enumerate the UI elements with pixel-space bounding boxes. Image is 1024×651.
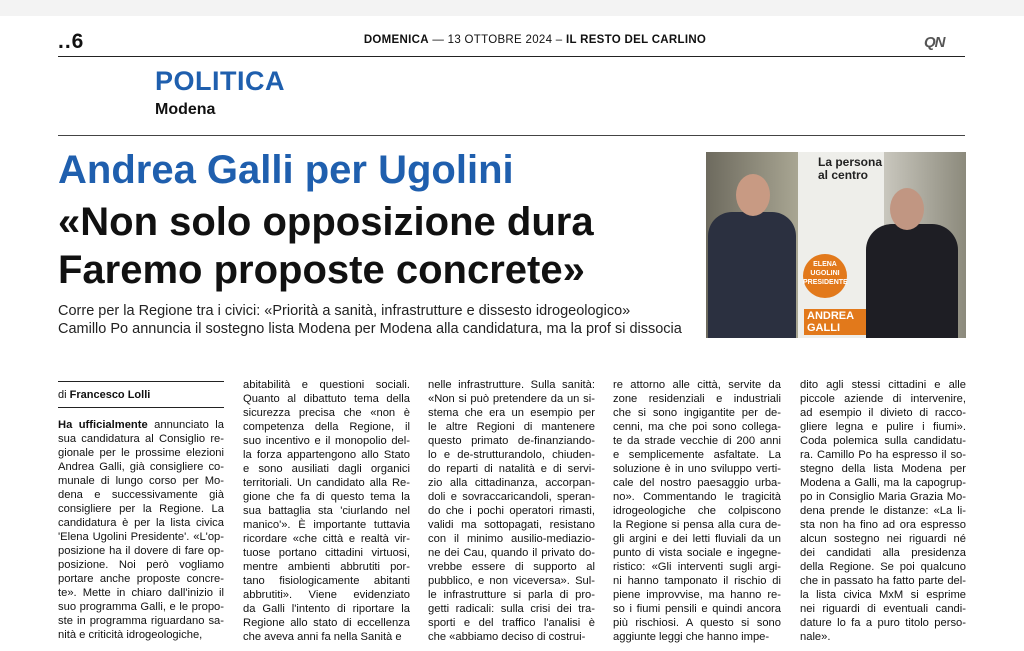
column-line: sta non ha fino ad ora espresso: [800, 519, 966, 531]
column-line: ste in programma riguardano sa-: [58, 615, 224, 627]
column-line: posizione. Noi però vogliamo: [58, 559, 224, 571]
column-line: mentre ambienti abbrutiti por-: [243, 561, 410, 573]
column-line: sua candidatura al Consiglio re-: [58, 433, 224, 445]
column-line: gione che fa di questo tema la: [243, 491, 410, 503]
column-line: sicurezza precisa che «non è: [243, 407, 410, 419]
deck-line: Corre per la Regione tra i civici: «Priorità a sanità, infrastrutture e dissesto idrogeologico»: [58, 303, 631, 319]
column-line: punto di vista sociale e ingegne-: [613, 547, 781, 559]
column-line: gliere legna e pulire i fiumi».: [800, 421, 966, 433]
poster-badge: [803, 254, 847, 298]
headline-line: Faremo proposte concrete»: [58, 248, 585, 292]
column-line: che in passato ha fatto parte del-: [800, 575, 966, 587]
page-number: ..6: [58, 30, 85, 53]
column-line: le altre Regioni di mantenere: [428, 421, 595, 433]
column-line: ni hanno tamponato il rischio di: [613, 575, 781, 587]
column-line: consigliere per la Regione. La: [58, 503, 224, 515]
column-line: sua battaglia sta 'ciurlando nel: [243, 505, 410, 517]
column-line: piene improvvise, ma hanno re-: [613, 589, 781, 601]
column-line: abbrutiti». Viene evidenziato: [243, 589, 410, 601]
column-line: da Galli l'intento di riportare la: [243, 603, 410, 615]
column-line: suo programma Galli, e le propo-: [58, 601, 224, 613]
column-line: soluzione è in uno sviluppo verti-: [613, 463, 781, 475]
column-line: posizione ha il dovere di fare op-: [58, 545, 224, 557]
column-line: lo e de-strutturandolo, chiuden-: [428, 449, 595, 461]
column-line: te». Mette in chiaro dall'inizio il: [58, 587, 224, 599]
column-line: la Regione si pensa alla cura de-: [613, 519, 781, 531]
newspaper-name: IL RESTO DEL CARLINO: [566, 34, 707, 46]
column-line: dena e successivamente già: [58, 489, 224, 501]
column-line: zone residenziali e industriali: [613, 393, 781, 405]
poster-slogan-line: La persona: [818, 155, 883, 169]
column-line: no». Commentando le tragicità: [613, 491, 781, 503]
date-label: 13 OTTOBRE 2024: [447, 34, 553, 46]
section-title: POLITICA: [155, 66, 285, 96]
column-line: nale».: [800, 631, 831, 643]
article-photo: [706, 152, 966, 338]
column-line: sporti e del traffico l'analisi è: [428, 617, 595, 629]
column-line: questo primato de-finanziando-: [428, 435, 595, 447]
column-line: nità e criticità idrogeologiche,: [58, 629, 203, 641]
badge-line: PRESIDENTE: [803, 279, 848, 286]
column-line: dature lo fa a puro titolo perso-: [800, 617, 966, 629]
column-line: cale del nostro paesaggio urba-: [613, 477, 781, 489]
column-line: [58, 418, 224, 432]
header-rule: [58, 56, 965, 57]
column-line: tano fisiologicamente abitanti: [243, 575, 410, 587]
column-line: ne dei Cau, quando il privato do-: [428, 547, 595, 559]
column-line: so i fiumi pensili e quindi ancora: [613, 603, 781, 615]
column-line: po in Consiglio Maria Grazia Mo-: [800, 491, 966, 503]
column-line: do che i pochi operatori rimasti,: [428, 505, 595, 517]
column-line: Quanto al dibattuto tema della: [243, 393, 410, 405]
dateline-separator: –: [555, 34, 563, 46]
column-line: Regione allo stato di eccellenza: [243, 617, 410, 629]
article-column-5: [800, 378, 966, 644]
headline-line: «Non solo opposizione dura: [58, 200, 594, 244]
column-line: ra. Camillo Po ha espresso il so-: [800, 449, 966, 461]
byline: [58, 389, 150, 401]
poster-name-line: ANDREA: [807, 310, 855, 322]
column-line: con il minimo ausilio-mediazio-: [428, 533, 595, 545]
column-line: la forza appartengono allo Stato: [243, 449, 410, 461]
column-line: manico'». È importante tuttavia: [243, 519, 410, 531]
byline-prefix: di: [58, 389, 67, 401]
section-subtitle: Modena: [155, 101, 216, 118]
article-column-4: [613, 378, 781, 644]
badge-line: UGOLINI: [810, 270, 840, 277]
column-line: candidatura è per la lista civica: [58, 517, 224, 529]
lead-in: Ha ufficialmente: [58, 419, 148, 431]
column-line: competenza della Regione, il: [243, 421, 410, 433]
column-line: munale di lungo corso per Mo-: [58, 475, 224, 487]
column-line: piccole aziende di intervenire,: [800, 393, 966, 405]
column-line: stema che era un esempio per: [428, 407, 595, 419]
column-line: aggiunte leggi che hanno impe-: [613, 631, 770, 643]
article-column-1: [58, 418, 224, 642]
byline-rule: [58, 381, 224, 382]
person-right-head: [890, 188, 924, 230]
article-deck: [58, 302, 682, 338]
column-line: gionale per le prossime elezioni: [58, 447, 224, 459]
article-kicker: Andrea Galli per Ugolini: [58, 148, 514, 192]
column-line: do reparti di natalità e di servi-: [428, 463, 595, 475]
column-line: le infrastrutture si parla di pro-: [428, 589, 595, 601]
column-line: re attorno alle città, servite da: [613, 379, 781, 391]
person-right-body: [866, 224, 958, 338]
column-line: doli e sovraccaricandoli, speran-: [428, 491, 595, 503]
column-line: gli argini e dei letti fluviali da un: [613, 533, 781, 545]
column-line: che «abbiamo deciso di costrui-: [428, 631, 586, 643]
byline-rule: [58, 407, 224, 408]
column-line-text: annunciato la: [147, 419, 224, 431]
column-line: Modena a Galli, ma la capogrup-: [800, 477, 966, 489]
poster-slogan: [818, 156, 882, 182]
column-line: tuose portano cittadini virtuosi,: [243, 547, 410, 559]
person-left-body: [708, 212, 796, 338]
column-line: abitabilità e questioni sociali.: [243, 379, 410, 391]
column-line: ristico: «Gli interventi sugli argi-: [613, 561, 781, 573]
poster-slogan-line: al centro: [818, 168, 869, 182]
column-line: pubblico, e non viceversa». Sul-: [428, 575, 595, 587]
column-line: dena prende le distanze: «La li-: [800, 505, 966, 517]
column-line: nei riguardi di eventuali candi-: [800, 603, 966, 615]
column-line: e semplicemente asfaltate. La: [613, 449, 781, 461]
viewer-top-bar: [0, 0, 1024, 17]
article-headline: [58, 198, 594, 294]
column-line: più rischiosi. A questo si sono: [613, 617, 781, 629]
poster-name-line: GALLI: [807, 322, 840, 334]
column-line: ricordare «che città e realtà vir-: [243, 533, 410, 545]
column-line: suo incentivo e il monopolio del-: [243, 435, 410, 447]
column-line: vrebbe essere di supporto al: [428, 561, 595, 573]
qn-logo: QN: [924, 34, 945, 51]
column-line: nelle infrastrutture. Sulla sanità:: [428, 379, 595, 391]
dateline-separator: —: [432, 34, 445, 46]
column-line: 'Elena Ugolini Presidente'. «L'op-: [58, 531, 224, 543]
column-line: la lista civica MxM si esprime: [800, 589, 966, 601]
column-line: cenni, ma che poi sono collega-: [613, 421, 781, 433]
column-line: te da strade vecchie di 200 anni: [613, 435, 781, 447]
column-line: «Non si può pretendere da un si-: [428, 393, 595, 405]
column-line: dei candidati alla presidenza: [800, 547, 966, 559]
column-line: che aveva anni fa nella Sanità e: [243, 631, 402, 643]
column-line: stegno della lista Modena per: [800, 463, 966, 475]
column-line: idrogeologiche che colpiscono: [613, 505, 781, 517]
column-line: validi ma sottopagati, resistano: [428, 519, 595, 531]
column-line: zio alla cittadinanza, accorpan-: [428, 477, 595, 489]
badge-line: ELENA: [813, 261, 837, 268]
column-line: alcun sostegno nei riguardi né: [800, 533, 966, 545]
column-line: ad esempio il divieto di racco-: [800, 407, 966, 419]
column-line: della Regione. Se poi qualcuno: [800, 561, 966, 573]
column-line: dito agli stessi cittadini e alle: [800, 379, 966, 391]
column-line: getti radicali: sulla crisi dei tra-: [428, 603, 595, 615]
article-column-2: [243, 378, 410, 644]
article-column-3: [428, 378, 595, 644]
column-line: territoriali. Un candidato alla Re-: [243, 477, 410, 489]
day-label: DOMENICA: [363, 34, 429, 46]
column-line: portare anche proposte concre-: [58, 573, 224, 585]
dateline: [300, 34, 770, 46]
byline-author: Francesco Lolli: [69, 389, 151, 401]
deck-line: Camillo Po annuncia il sostegno lista Modena per Modena alla candidatura, ma la prof si dissocia: [58, 321, 682, 337]
person-left-head: [736, 174, 770, 216]
column-line: e sono ausiliati dagli organici: [243, 463, 410, 475]
column-line: Andrea Galli, già consigliere co-: [58, 461, 224, 473]
column-line: che si sono ingigantite per de-: [613, 407, 781, 419]
column-line: Coda polemica sulla candidatu-: [800, 435, 966, 447]
section-rule: [58, 135, 965, 136]
